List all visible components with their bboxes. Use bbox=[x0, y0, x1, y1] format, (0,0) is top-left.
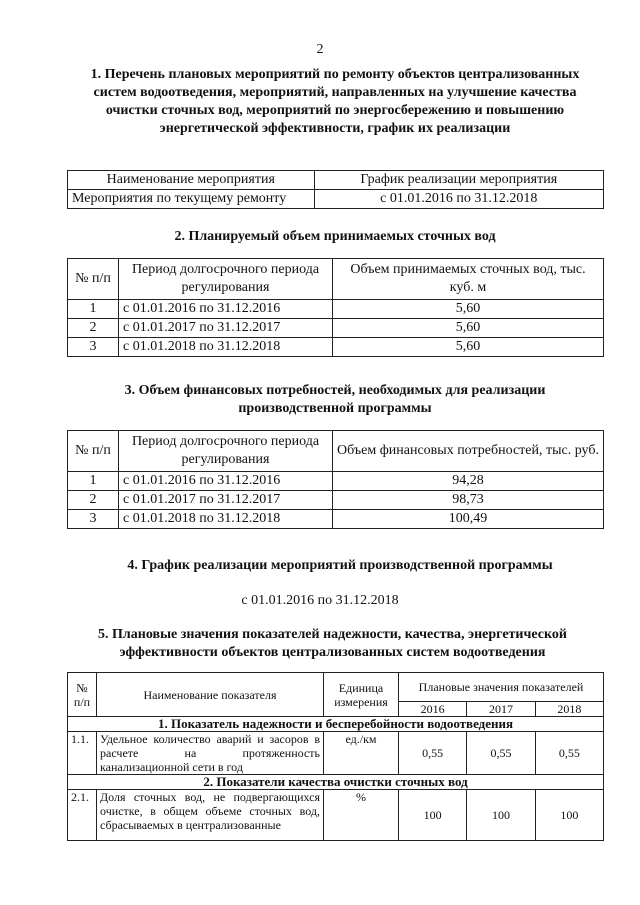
table-cell: 100 bbox=[399, 790, 467, 841]
table-cell: 1.1. bbox=[68, 732, 97, 775]
table-cell: 94,28 bbox=[333, 472, 604, 491]
wastewater-volume-table bbox=[67, 258, 604, 357]
table-row bbox=[68, 732, 604, 775]
table-cell: с 01.01.2016 по 31.12.2016 bbox=[119, 300, 333, 319]
table-cell: 100 bbox=[535, 790, 603, 841]
header-cell: Период долгосрочного периода регулирования bbox=[119, 259, 333, 300]
header-cell: Наименование мероприятия bbox=[68, 171, 315, 190]
section3-title: 3. Объем финансовых потребностей, необходимых для реализации производственной программы bbox=[124, 383, 546, 416]
header-cell: Наименование показателя bbox=[97, 673, 324, 717]
table-cell: с 01.01.2017 по 31.12.2017 bbox=[119, 319, 333, 338]
header-cell: № п/п bbox=[68, 431, 119, 472]
year-cell: 2017 bbox=[467, 702, 535, 717]
header-cell: Период долгосрочного периода регулирования bbox=[119, 431, 333, 472]
table-cell: 2 bbox=[68, 319, 119, 338]
header-cell: № п/п bbox=[68, 259, 119, 300]
section5-title: 5. Плановые значения показателей надежности, качества, энергетической эффективности объектов централизованных систем водоотведения bbox=[98, 627, 567, 660]
table-row bbox=[68, 190, 604, 209]
header-cell: Единица измерения bbox=[324, 673, 399, 717]
table-row bbox=[68, 319, 604, 338]
table-header-row bbox=[68, 171, 604, 190]
section2-title: 2. Планируемый объем принимаемых сточных вод bbox=[174, 229, 496, 244]
table-cell: с 01.01.2016 по 31.12.2018 bbox=[314, 190, 603, 209]
table-cell: с 01.01.2017 по 31.12.2017 bbox=[119, 491, 333, 510]
table-group-row bbox=[68, 775, 604, 790]
header-cell: № п/п bbox=[68, 673, 97, 717]
header-cell: Плановые значения показателей bbox=[399, 673, 604, 702]
table-header-row bbox=[68, 259, 604, 300]
table-cell: с 01.01.2016 по 31.12.2016 bbox=[119, 472, 333, 491]
table-cell: 5,60 bbox=[333, 300, 604, 319]
table-cell: 2 bbox=[68, 491, 119, 510]
table-cell: % bbox=[324, 790, 399, 841]
indicator-text: Доля сточных вод, не подвергающихся очистке, в общем объеме сточных вод, сбрасываемых в централизованные bbox=[100, 790, 320, 832]
section1-title: 1. Перечень плановых мероприятий по ремонту объектов централизованных систем водоотведения, мероприятий, направленных на улучшение качества очистки сточных вод, мероприятий по энергосбережению и повышению энергетической эффективности, график их реализации bbox=[90, 67, 580, 136]
table-header-row bbox=[68, 431, 604, 472]
table-row bbox=[68, 300, 604, 319]
table-header-row bbox=[68, 673, 604, 702]
table-cell bbox=[97, 790, 324, 841]
table-row bbox=[68, 338, 604, 357]
table-cell: Мероприятия по текущему ремонту bbox=[68, 190, 315, 209]
table-cell: 100 bbox=[467, 790, 535, 841]
table-cell: 1 bbox=[68, 472, 119, 491]
table-cell: с 01.01.2018 по 31.12.2018 bbox=[119, 510, 333, 529]
table-group-row bbox=[68, 717, 604, 732]
table-row bbox=[68, 790, 604, 841]
table-cell: 0,55 bbox=[467, 732, 535, 775]
table-cell: 100,49 bbox=[333, 510, 604, 529]
page-number: 2 bbox=[316, 42, 324, 57]
table-cell: 3 bbox=[68, 338, 119, 357]
table-cell: 98,73 bbox=[333, 491, 604, 510]
table-cell: 5,60 bbox=[333, 338, 604, 357]
header-cell: Объем финансовых потребностей, тыс. руб. bbox=[333, 431, 604, 472]
table-row bbox=[68, 491, 604, 510]
table-cell: 5,60 bbox=[333, 319, 604, 338]
section4-period: с 01.01.2016 по 31.12.2018 bbox=[241, 593, 399, 608]
table-cell: ед./км bbox=[324, 732, 399, 775]
year-cell: 2016 bbox=[399, 702, 467, 717]
table-cell: 0,55 bbox=[535, 732, 603, 775]
activities-table bbox=[67, 170, 604, 209]
table-cell: Удельное количество аварий и засоров в расчете на протяженность канализационной сети в год bbox=[97, 732, 324, 775]
header-cell: График реализации мероприятия bbox=[314, 171, 603, 190]
financial-needs-table bbox=[67, 430, 604, 529]
indicators-table bbox=[67, 672, 604, 841]
group-heading: 2. Показатели качества очистки сточных вод bbox=[68, 775, 604, 790]
table-cell: с 01.01.2018 по 31.12.2018 bbox=[119, 338, 333, 357]
table-cell: 0,55 bbox=[399, 732, 467, 775]
table-cell: 3 bbox=[68, 510, 119, 529]
table-row bbox=[68, 510, 604, 529]
header-cell: Объем принимаемых сточных вод, тыс. куб. м bbox=[333, 259, 604, 300]
section4-title: 4. График реализации мероприятий производственной программы bbox=[127, 558, 553, 573]
year-cell: 2018 bbox=[535, 702, 603, 717]
table-row bbox=[68, 472, 604, 491]
table-cell: 1 bbox=[68, 300, 119, 319]
group-heading: 1. Показатель надежности и бесперебойности водоотведения bbox=[68, 717, 604, 732]
table-cell: 2.1. bbox=[68, 790, 97, 841]
